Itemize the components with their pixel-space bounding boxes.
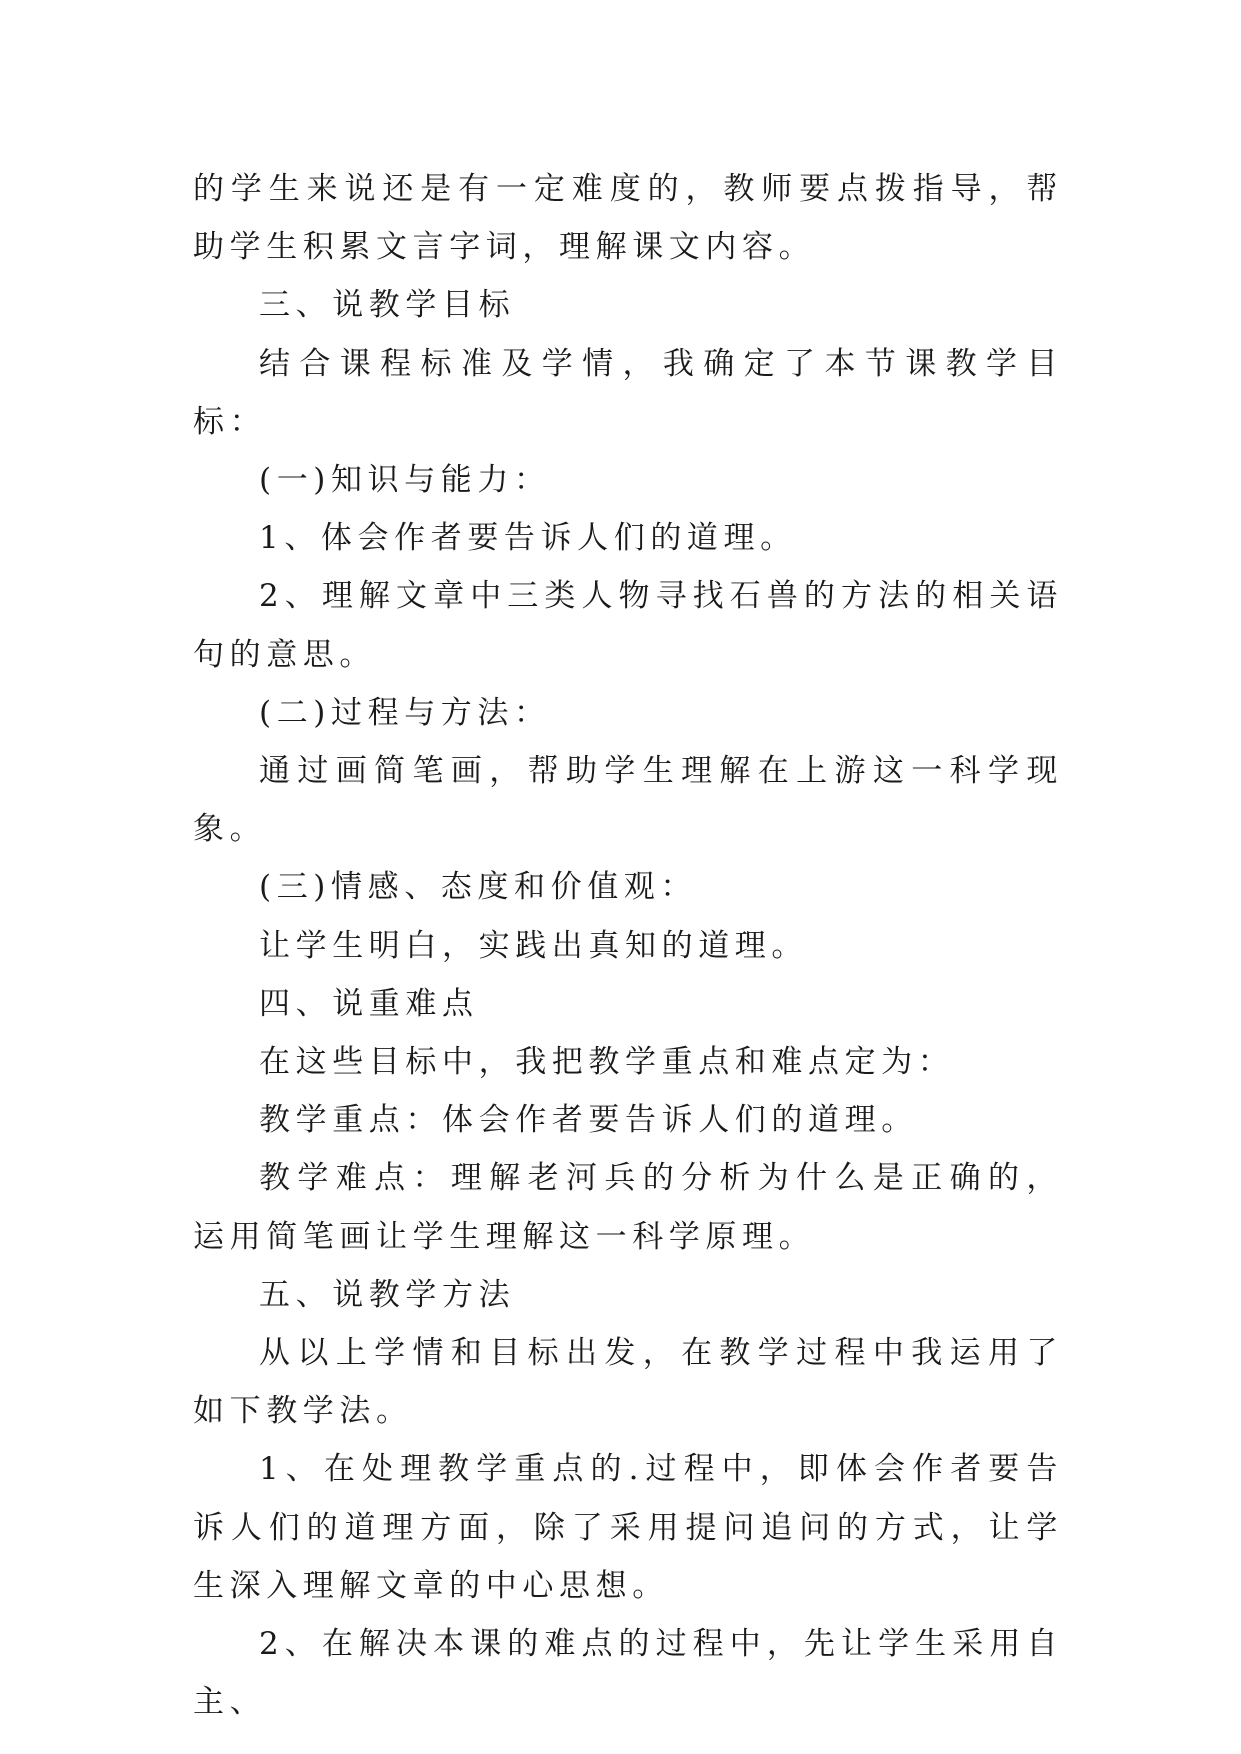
subsection-heading: (一)知识与能力：	[259, 462, 551, 499]
paragraph: 让学生明白，实践出真知的道理。	[259, 927, 808, 964]
list-item: 1、体会作者要告诉人们的道理。	[259, 520, 797, 557]
section-heading: 三、说教学目标	[259, 287, 516, 324]
list-item: 2、在解决本课的难点的过程中，先让学生采用自主、	[193, 1626, 1063, 1721]
paragraph: 教学重点：体会作者要告诉人们的道理。	[259, 1102, 918, 1139]
list-item: 1、在处理教学重点的.过程中，即体会作者要告诉人们的道理方面，除了采用提问追问的方式，让学生深入理解文章的中心思想。	[193, 1451, 1063, 1604]
section-heading: 五、说教学方法	[259, 1276, 516, 1313]
paragraph: 教学难点：理解老河兵的分析为什么是正确的，运用简笔画让学生理解这一科学原理。	[193, 1160, 1063, 1255]
document-body	[193, 160, 1063, 1731]
paragraph: 从以上学情和目标出发，在教学过程中我运用了如下教学法。	[193, 1335, 1063, 1430]
subsection-heading: (二)过程与方法：	[259, 694, 551, 731]
paragraph: 结合课程标准及学情，我确定了本节课教学目标：	[193, 345, 1063, 440]
subsection-heading: (三)情感、态度和价值观：	[259, 869, 697, 906]
section-heading: 四、说重难点	[259, 985, 479, 1022]
list-item: 2、理解文章中三类人物寻找石兽的方法的相关语句的意思。	[193, 578, 1063, 673]
paragraph: 的学生来说还是有一定难度的，教师要点拨指导，帮助学生积累文言字词，理解课文内容。	[193, 171, 1063, 266]
paragraph: 在这些目标中，我把教学重点和难点定为：	[259, 1044, 955, 1081]
paragraph: 通过画简笔画，帮助学生理解在上游这一科学现象。	[193, 753, 1063, 848]
